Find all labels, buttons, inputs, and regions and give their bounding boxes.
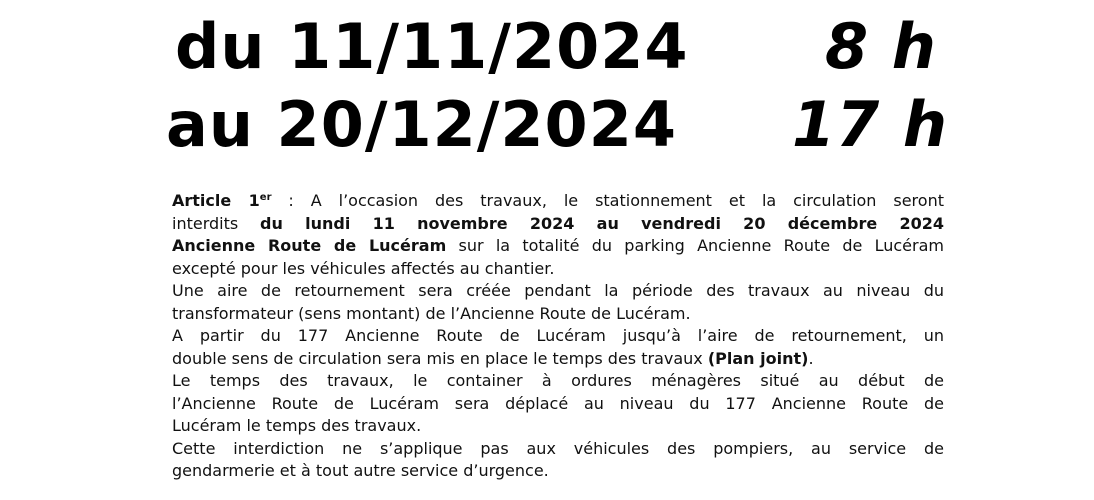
start-date: du 11/11/2024 [175, 10, 689, 83]
end-date: au 20/12/2024 [166, 88, 677, 161]
article-line: Lucéram le temps des travaux. [172, 416, 422, 435]
article-label-sup: er [259, 192, 272, 203]
plan-reference: (Plan joint) [707, 348, 809, 368]
article-body [172, 190, 944, 483]
article-line: excepté pour les véhicules affectés au chantier. [172, 258, 555, 278]
headline-start [175, 12, 965, 82]
article-line: gendarmerie et à tout autre service d’urgence. [172, 461, 549, 480]
article-line: interdits du lundi 11 novembre 2024 au vendredi 20 décembre 2024 [172, 213, 944, 233]
article-line: Article 1er : A l’occasion des travaux, le stationnement et la circulation seront [172, 191, 944, 210]
article-label: Article 1er [172, 191, 272, 210]
article-line: Cette interdiction ne s’applique pas aux véhicules des pompiers, au service de [172, 438, 944, 458]
article-line: transformateur (sens montant) de l’Ancienne Route de Lucéram. [172, 303, 691, 323]
article-line: Une aire de retournement sera créée pendant la période des travaux au niveau du [172, 281, 944, 300]
article-line: Le temps des travaux, le container à ordures ménagères situé au début de [172, 371, 944, 390]
period-text: du lundi 11 novembre 2024 au vendredi 20 décembre 2024 [260, 213, 944, 233]
location-text: Ancienne Route de Lucéram [172, 236, 447, 255]
article-line: A partir du 177 Ancienne Route de Lucéram jusqu’à l’aire de retournement, un [172, 326, 944, 345]
article-line: double sens de circulation sera mis en place le temps des travaux (Plan joint). [172, 348, 814, 368]
end-time: 17 h [792, 88, 949, 161]
article-line: Ancienne Route de Lucéram sur la totalité du parking Ancienne Route de Lucéram [172, 236, 944, 255]
article-line: l’Ancienne Route de Lucéram sera déplacé au niveau du 177 Ancienne Route de [172, 393, 944, 413]
headline-end [166, 90, 956, 160]
start-time: 8 h [825, 10, 937, 83]
